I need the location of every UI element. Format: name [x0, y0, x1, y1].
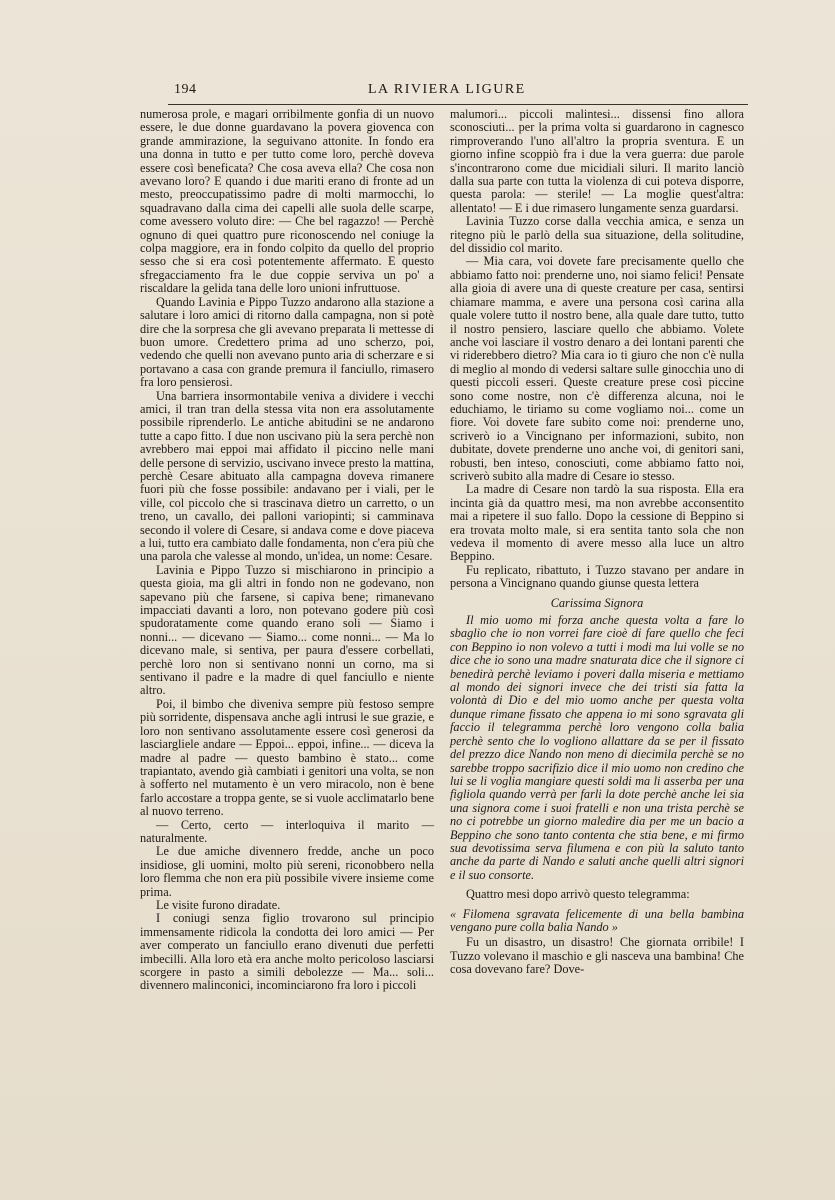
paragraph: Le due amiche divennero fredde, anche un poco insidiose, gli uomini, molto più sereni, riconobbero nella loro flemma che non era più possibile vivere insieme come prima. — [140, 844, 434, 899]
paragraph: I coniugi senza figlio trovarono sul principio immensamente ridicola la condotta dei loro amici — Per aver comperato un fanciullo erano divenuti due perfetti imbecilli. Alla loro età era anche molto pericoloso lasciarsi scorgere in pasto a simili debolezze — Ma... soli... divennero malinconici, incominciarono fra loro i piccoli — [140, 911, 434, 993]
right-column — [450, 108, 744, 977]
paragraph: — Certo, certo — interloquiva il marito — naturalmente. — [140, 817, 434, 845]
journal-title: LA RIVIERA LIGURE — [368, 82, 526, 97]
letter-salutation: Carissima Signora — [550, 595, 644, 610]
paragraph: Fu replicato, ribattuto, i Tuzzo stavano per andare in persona a Vincignano quando giunse questa lettera — [450, 562, 744, 591]
telegram-intro: Quattro mesi dopo arrivò questo telegramma: — [466, 887, 690, 902]
paragraph: Quando Lavinia e Pippo Tuzzo andarono alla stazione a salutare i loro amici di ritorno dalla campagna, non si potè dire che la sorpresa che gli avevano preparata li mettesse di buon umore. Credettero prima ad uno scherzo, poi, vedendo che quelli non avevano punto aria di scherzare e si portavano a casa con grande premura il fanciullo, rimasero fra loro pensierosi. — [140, 294, 434, 390]
letter-body: Il mio uomo mi forza anche questa volta a fare lo sbaglio che io non vorrei fare cioè di fare quello che feci con Beppino io non volevo a tutti i modi ma lui volle se no dice che io sono una madre snaturata dice che il signore ci benedirà perchè leviamo i poveri dalla miseria e mettiamo al mondo dei signori invece che dei tristi sia fatta la volontà di Dio e del mio uomo anche per questa volta dunque rimane fissato che appena io mi sono sgravata gli faccio il telegramma perchè loro vengono colla balia perchè sento che lo vogliono allattare da se per il fissato del prezzo dice Nando non meno di diecimila perchè se no sarebbe troppo sacrifizio dice il mio uomo non credino che lui se li voglia mangiare questi soldi ma li asserba per una figliola quando verrà per farli la dote perchè anche lei sia una signora come i suoi fratelli e non una trista perchè se no ci potrebbe un giorno maledire dia per me un bacio a Beppino che sono tanto contenta che stia bene, e mi firmo sua devotissima serva filumena e con più la saluto tanto anche da parte di Nando e saluti anche quelli altri signori e il suo consorte. — [450, 613, 744, 882]
paragraph: numerosa prole, e magari orribilmente gonfia di un nuovo essere, le due donne guardavano la povera giovenca con grande ammirazione, la seguivano attonite. In fondo era una donna in tutto e per tutto come loro, perchè doveva essere così beneficata? Che cosa aveva ella? Che cosa non avevano loro? E quando i due mariti erano di fronte ad un mesto, preoccupatissimo padre di molti marmocchi, lo squadravano dalla cima dei capelli alle suola delle scarpe, come avessero voluto dire: — Che bel ragazzo! — Perchè ognuno di quei quattro pure riconoscendo nel coniuge la colpa maggiore, era in fondo colpito da quello del proprio sesso che si era così potentemente affermato. E questo sfregacciamento fra le due coppie serviva un po' a riscaldare la gelida tana delle loro unioni infruttuose. — [140, 107, 434, 296]
closing-paragraph: Fu un disastro, un disastro! Che giornata orribile! I Tuzzo volevano il maschio e gli nasceva una bambina! Che cosa dovevano fare? Dove- — [450, 935, 744, 977]
paragraph: La madre di Cesare non tardò la sua risposta. Ella era incinta già da quattro mesi, ma non avrebbe acconsentito mai a ripetere il suo fallo. Dopo la cessione di Beppino si era trovata molto male, si era sentita tanto sola che non vedeva il momento di avere messo alla luce un altro Beppino. — [450, 482, 744, 564]
paragraph: — Mia cara, voi dovete fare precisamente quello che abbiamo fatto noi: prenderne uno, noi siamo felici! Pensate alla gioia di avere una di queste creature per casa, sentirsi chiamare mamma, e avere una persona così carina alla quale volere tutto il nostro bene, alla quale dare tutto, tutto il nostro pensiero, lasciare quello che abbiamo. Volete anche voi lasciare il vostro denaro a dei lontani parenti che vi riderebbero dietro? Mia cara io ti giuro che non c'è nulla di meglio al mondo di vedersi saltare sulle ginocchia uno di questi piccoli esseri. Queste creature prese così piccine sono come nostre, non c'è differenza alcuna, noi le educhiamo, le tiriamo su come vogliamo noi... come un fiore. Voi dovete fare subito come noi: prenderne uno, scriverò io a Vincignano per informazioni, subito, non dubitate, dovete prenderne uno anche voi, di genitori sani, robusti, ben inteso, conosciuti, come abbiamo fatto noi, scriverò subito alla madre di Cesare io stesso. — [450, 254, 744, 483]
paragraph: Poi, il bimbo che diveniva sempre più festoso sempre più sorridente, dispensava anche agli intrusi le sue grazie, e loro non sentivano assolutamente essere così generosi da lasciargliele andare — Eppoi... eppoi, infine... — diceva la madre al padre — questo bambino è stato... come trapiantato, avendo già cambiati i genitori una volta, se non à sofferto nel mutamento è un vero miracolo, non è bene farlo accostare a troppa gente, se si vuole acclimatarlo bene al nuovo terreno. — [140, 696, 434, 819]
paragraph: Le visite furono diradate. — [156, 897, 281, 912]
left-column — [140, 108, 434, 993]
telegram-text: « Filomena sgravata felicemente di una bella bambina vengano pure colla balia Nando » — [450, 906, 744, 934]
page-header — [168, 80, 748, 105]
paragraph: malumori... piccoli malintesi... dissensi fino allora sconosciuti... per la prima volta si guardarono in cagnesco rimproverando l'uno all'altro la propria sventura. E un giorno infine scoppiò fra i due la vera guerra: due parole s'incontrarono come due micidiali siluri. Il marito lanciò dalla sua parte con tutta la violenza di cui poteva disporre, questa parola: — sterile! — La moglie quest'altra: allentato! — E i due rimasero lungamente senza guardarsi. — [450, 107, 744, 215]
page-number: 194 — [174, 82, 197, 97]
paragraph: Lavinia e Pippo Tuzzo si mischiarono in principio a questa gioia, ma gli altri in fondo non ne godevano, non sapevano più che farsene, si capiva bene; rimanevano impacciati davanti a loro, non potevano godere più così spudoratamente come quando erano soli — Siamo i nonni... — dicevano — Siamo... come nonni... — Ma lo dicevano male, si sentiva, per paura d'essere corbellati, perchè loro non si sentivano nonni un corno, ma si sentivano il padre e la madre di quel fanciullo e niente altro. — [140, 562, 434, 698]
paragraph: Lavinia Tuzzo corse dalla vecchia amica, e senza un ritegno più le parlò della sua situazione, della solitudine, del dissidio col marito. — [450, 214, 744, 256]
paragraph: Una barriera insormontabile veniva a dividere i vecchi amici, il tran tran della stessa vita non era assolutamente possibile riprenderlo. Le antiche abitudini se ne andarono tutte a capo fitto. I due non uscivano più la sera perchè non avrebbero mai eppoi mai affidato il piccino nelle mani delle persone di servizio, uscivano invece presto la mattina, perchè Cesare abituato alla campagna doveva rimanere fuori più che fosse possibile: andavano per i viali, per le ville, col piccolo che si trascinava dietro un carretto, o un treno, un cavallo, dei palloni variopinti; si camminava secondo il volere di Cesare, si andava come e dove piaceva a lui, tutto era cambiato dalle fondamenta, non c'era più che una parola che valesse al mondo, un'idea, un nome: Cesare. — [140, 388, 434, 564]
